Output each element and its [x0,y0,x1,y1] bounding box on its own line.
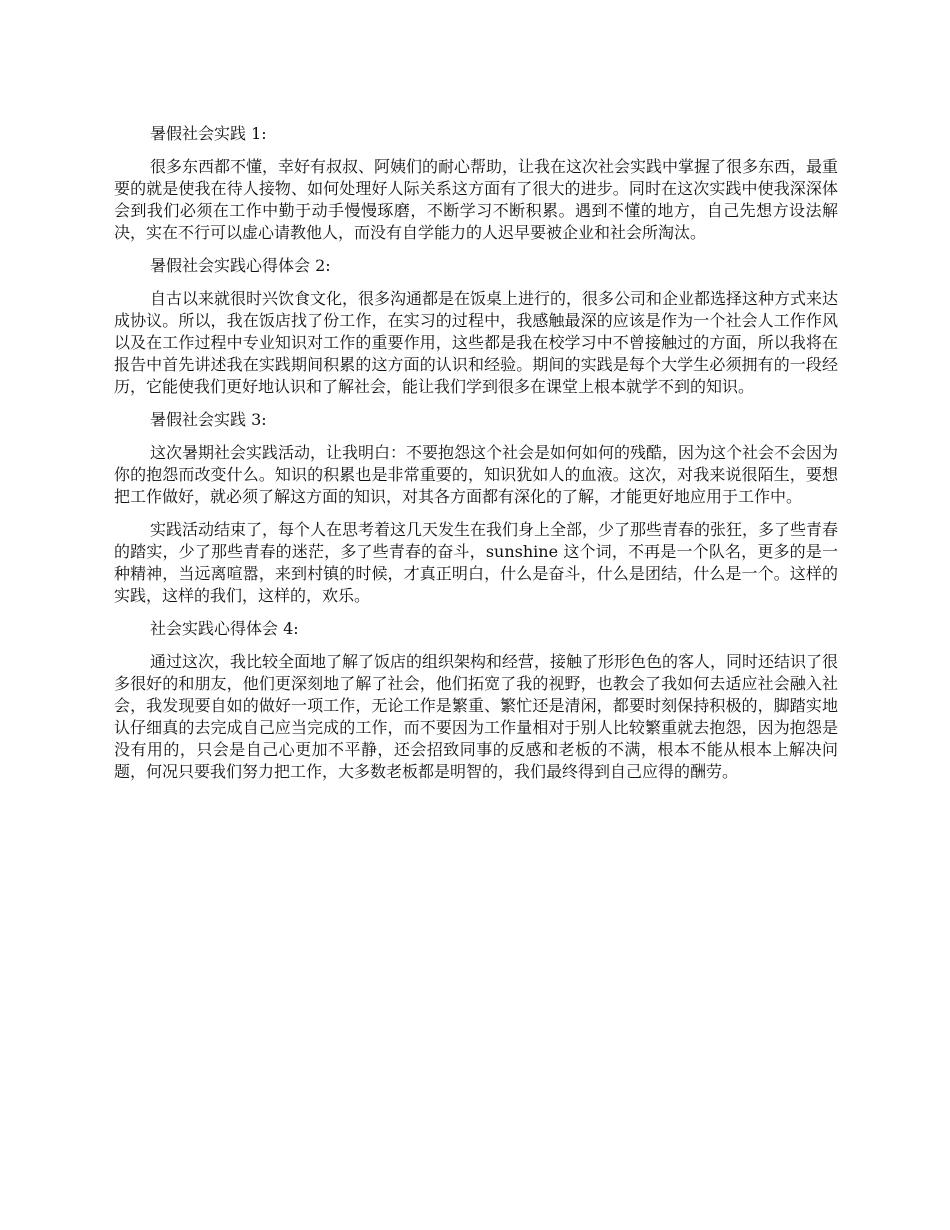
section-heading-3: 暑假社会实践 3: [150,410,267,429]
paragraph-3: 这次暑期社会实践活动，让我明白：不要抱怨这个社会是如何如何的残酷，因为这个社会不会因为你的抱怨而改变什么。知识的积累也是非常重要的，知识犹如人的血液。这次，对我来说很陌生，要想把工作做好，就必须了解这方面的知识，对其各方面都有深化的了解，才能更好地应用于工作中。 [114,443,839,506]
paragraph-2: 自古以来就很时兴饮食文化，很多沟通都是在饭桌上进行的，很多公司和企业都选择这种方式来达成协议。所以，我在饭店找了份工作，在实习的过程中，我感触最深的应该是作为一个社会人工作作风以及在工作过程中专业知识对工作的重要作用，这些都是我在校学习中不曾接触过的方面，所以我将在报告中首先讲述我在实践期间积累的这方面的认识和经验。期间的实践是每个大学生必须拥有的一段经历，它能使我们更好地认识和了解社会，能让我们学到很多在课堂上根本就学不到的知识。 [114,289,839,396]
paragraph-1: 很多东西都不懂，幸好有叔叔、阿姨们的耐心帮助，让我在这次社会实践中掌握了很多东西，最重要的就是使我在待人接物、如何处理好人际关系这方面有了很大的进步。同时在这次实践中使我深深体会到我们必须在工作中勤于动手慢慢琢磨，不断学习不断积累。遇到不懂的地方，自己先想方设法解决，实在不行可以虚心请教他人，而没有自学能力的人迟早要被企业和社会所淘汰。 [114,157,839,242]
paragraph-5: 通过这次，我比较全面地了解了饭店的组织架构和经营，接触了形形色色的客人，同时还结识了很多很好的和朋友，他们更深刻地了解了社会，他们拓宽了我的视野，也教会了我如何去适应社会融入社会，我发现要自如的做好一项工作，无论工作是繁重、繁忙还是清闲，都要时刻保持积极的，脚踏实地认仔细真的去完成自己应当完成的工作，而不要因为工作量相对于别人比较繁重就去抱怨，因为抱怨是没有用的，只会是自己心更加不平静，还会招致同事的反感和老板的不满，根本不能从根本上解决问题，何况只要我们努力把工作，大多数老板都是明智的，我们最终得到自己应得的酬劳。 [114,652,839,781]
paragraph-4: 实践活动结束了，每个人在思考着这几天发生在我们身上全部，少了那些青春的张狂，多了些青春的踏实，少了那些青春的迷茫，多了些青春的奋斗，sunshine 这个词，不再是一个队名，更多的是一种精神，当远离喧嚣，来到村镇的时候，才真正明白，什么是奋斗，什么是团结，什么是一个。这样的实践，这样的我们，这样的，欢乐。 [114,520,839,605]
document-page [114,123,838,794]
section-heading-4: 社会实践心得体会 4: [150,619,299,638]
section-heading-1: 暑假社会实践 1: [150,124,267,143]
section-heading-2: 暑假社会实践心得体会 2: [150,256,331,275]
